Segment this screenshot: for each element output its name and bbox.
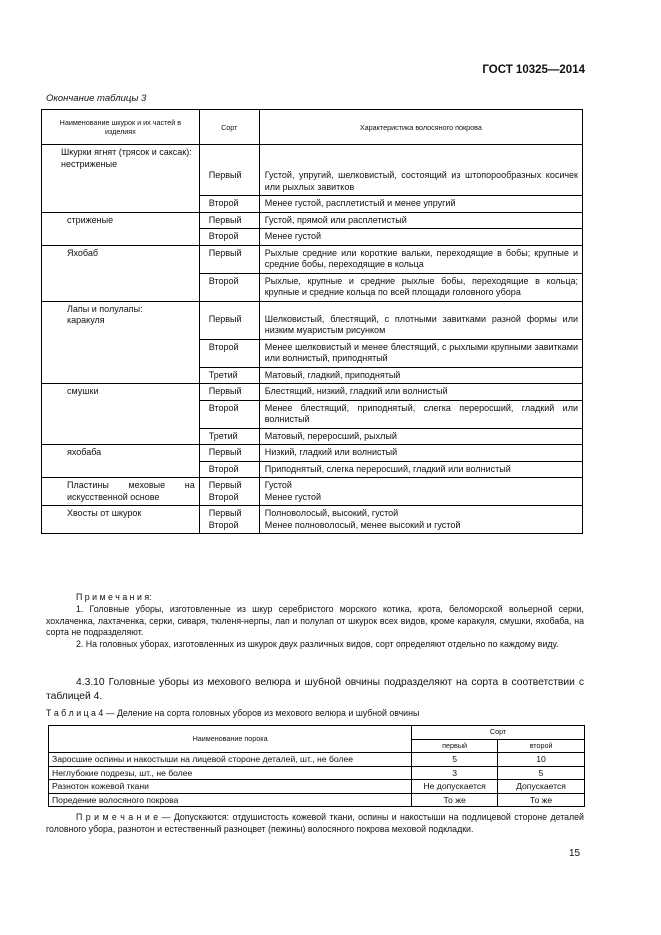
sort-value: Второй (208, 491, 239, 502)
table3-item-name (42, 478, 200, 506)
table-row (42, 445, 583, 462)
characteristic-cell: Матовый, гладкий, приподнятый (259, 367, 582, 384)
characteristic-cell: Менее блестящий, приподнятый, слегка переросший, гладкий или волнистый (259, 400, 582, 428)
sort-cell: Третий (199, 428, 259, 445)
table3-item-name (42, 245, 200, 301)
table3 (41, 109, 583, 534)
table3-item-name (42, 506, 200, 534)
sort-value: Первый (208, 508, 242, 518)
group-title: Яхобаб (67, 247, 99, 258)
second-grade-value: 10 (498, 753, 585, 767)
group-subtitle: каракуля (67, 315, 105, 325)
table3-header-char: Характеристика волосяного покрова (259, 110, 582, 145)
table4-header-first: первый (412, 739, 498, 753)
sort-cell: Третий (199, 367, 259, 384)
sort-cell: Первый (199, 301, 259, 339)
table3-item-name (42, 384, 200, 445)
table-row (49, 766, 585, 780)
sort-value: Первый (208, 480, 242, 490)
characteristic-cell: Блестящий, низкий, гладкий или волнистый (259, 384, 582, 401)
note-item: 2. На головных уборах, изготовленных из шкурок двух различных видов, сорт определяют отдельно по каждому виду. (76, 639, 559, 650)
note-item: 1. Головные уборы, изготовленные из шкур серебристого морского котика, крота, беломорской вольерной серки, хохлаченка, лахтаченка, серки, сиваря, тюленя-нерпы, лап и полулап от шкурок всех видов, кроме каракуля, смушки, яхобаба, на сорта не подразделяют. (46, 603, 584, 638)
characteristic-cell: Менее густой (259, 229, 582, 246)
defect-name: Поредение волосяного покрова (49, 793, 412, 807)
sort-cell: Первый (199, 145, 259, 196)
characteristic-cell (259, 506, 582, 534)
table3-item-name (42, 212, 200, 245)
second-grade-value: 5 (498, 766, 585, 780)
sort-cell: Второй (199, 196, 259, 213)
first-grade-value: Не допускается (412, 780, 498, 794)
characteristic-cell: Приподнятый, слегка переросший, гладкий или волнистый (259, 461, 582, 478)
first-grade-value: То же (412, 793, 498, 807)
table4 (48, 725, 585, 807)
table4-note (46, 811, 584, 835)
table4-header-name: Наименование порока (49, 726, 412, 753)
characteristic-cell: Менее густой, расплетистый и менее упругий (259, 196, 582, 213)
group-title: яхобаба (67, 447, 102, 457)
group-title: Пластины меховые на искусственной основе (67, 480, 195, 502)
table4-caption: Т а б л и ц а 4 — Деление на сорта головных уборов из мехового велюра и шубной овчины (46, 708, 420, 718)
page-number: 15 (569, 848, 581, 859)
table-row (42, 384, 583, 401)
document-code: ГОСТ 10325—2014 (482, 64, 585, 76)
table3-notes (46, 592, 584, 651)
group-title: Хвосты от шкурок (67, 508, 142, 518)
sort-cell: Первый (199, 212, 259, 229)
table-row (49, 753, 585, 767)
note-label: П р и м е ч а н и е (76, 812, 159, 822)
table4-header-sort: Сорт (412, 726, 585, 740)
sort-cell: Первый (199, 245, 259, 273)
sort-value: Второй (208, 519, 239, 530)
table3-item-name (42, 301, 200, 384)
characteristic-cell: Менее шелковистый и менее блестящий, с рыхлыми крупными завитками или волнистый, приподнятый (259, 339, 582, 367)
table-row (42, 145, 583, 196)
table3-header-sort: Сорт (199, 110, 259, 145)
table-row (42, 478, 583, 506)
sort-cell: Второй (199, 273, 259, 301)
table-row (42, 245, 583, 273)
first-grade-value: 3 (412, 766, 498, 780)
table3-item-name (42, 445, 200, 478)
table4-header-row (49, 726, 585, 740)
characteristic-value: Густой (264, 480, 292, 490)
first-grade-value: 5 (412, 753, 498, 767)
characteristic-cell: Густой, прямой или расплетистый (259, 212, 582, 229)
sort-cell: Второй (199, 339, 259, 367)
defect-name: Заросшие оспины и накостыши на лицевой стороне деталей, шт., не более (49, 753, 412, 767)
table3-header-name: Наименование шкурок и их частей в изделиях (42, 110, 200, 145)
characteristic-cell: Матовый, переросший, рыхлый (259, 428, 582, 445)
sort-cell: Второй (199, 229, 259, 246)
paragraph-4-3-10: 4.3.10 Головные уборы из мехового велюра и шубной овчины подразделяют на сорта в соответствии с таблицей 4. (46, 677, 584, 702)
characteristic-cell: Низкий, гладкий или волнистый (259, 445, 582, 462)
note-text: — Допускаются: отдушистость кожевой ткани, оспины и накостыши на подлицевой стороне деталей головного убора, разнотон и естественный разноцвет (пежины) волосяного покрова меховой подкладки. (46, 812, 584, 834)
defect-name: Неглубокие подрезы, шт., не более (49, 766, 412, 780)
table-row (42, 506, 583, 534)
characteristic-cell: Рыхлые средние или короткие вальки, переходящие в бобы; крупные и средние бобы, переходящие в кольца (259, 245, 582, 273)
second-grade-value: Допускается (498, 780, 585, 794)
group-subtitle: нестриженые (61, 158, 118, 169)
group-title: смушки (67, 386, 99, 396)
second-grade-value: То же (498, 793, 585, 807)
table-row (42, 212, 583, 229)
characteristic-value: Менее полноволосый, менее высокий и густой (264, 519, 461, 530)
characteristic-value: Полноволосый, высокий, густой (264, 508, 399, 518)
group-title: стриженые (67, 214, 114, 225)
characteristic-cell: Густой, упругий, шелковистый, состоящий из штопорообразных косичек или рыхлых завитков (259, 145, 582, 196)
sort-cell: Второй (199, 461, 259, 478)
sort-cell: Второй (199, 400, 259, 428)
characteristic-cell: Шелковистый, блестящий, с плотными завитками разной формы или низким муаристым рисунком (259, 301, 582, 339)
table-row (49, 793, 585, 807)
sort-cell: Первый (199, 384, 259, 401)
table-row (42, 301, 583, 339)
table3-caption: Окончание таблицы 3 (46, 93, 147, 104)
notes-title: П р и м е ч а н и я: (76, 592, 152, 602)
characteristic-value: Менее густой (264, 491, 322, 502)
sort-cell (199, 506, 259, 534)
group-title: Шкурки ягнят (трясок и саксак): (61, 147, 192, 157)
characteristic-cell (259, 478, 582, 506)
table3-header-row (42, 110, 583, 145)
table-row (49, 780, 585, 794)
table4-header-second: второй (498, 739, 585, 753)
defect-name: Разнотон кожевой ткани (49, 780, 412, 794)
characteristic-cell: Рыхлые, крупные и средние рыхлые бобы, переходящие в кольца; крупные и средние кольца по всей площади головного убора (259, 273, 582, 301)
table3-item-name (42, 145, 200, 213)
group-title: Лапы и полулапы: (67, 303, 143, 314)
sort-cell: Первый (199, 445, 259, 462)
sort-cell (199, 478, 259, 506)
